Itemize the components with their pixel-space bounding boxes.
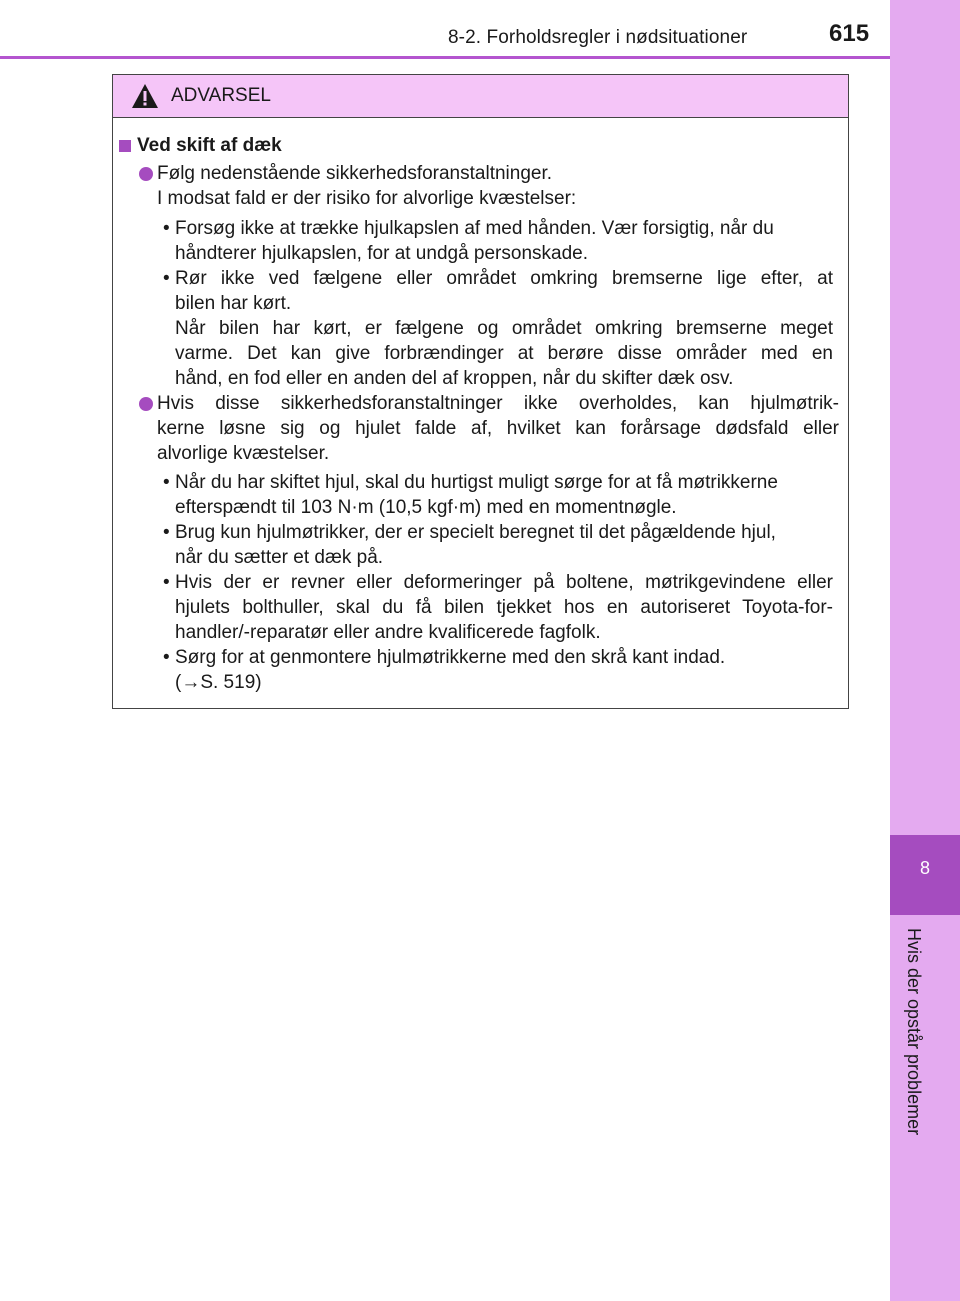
bullet-text: Hvis der er revner eller deformeringer på boltene, møtrikgevindene eller	[175, 572, 833, 593]
warning-header	[113, 75, 848, 118]
section-title: 8-2. Forholdsregler i nødsituationer	[448, 27, 748, 48]
bullet-text: Når bilen har kørt, er fælgene og området omkring bremserne meget	[175, 318, 833, 339]
bullet-text: Forsøg ikke at trække hjulkapslen af med hånden. Vær forsigtig, når du	[175, 218, 774, 239]
bullet-text: Sørg for at genmontere hjulmøtrikkerne med den skrå kant indad.	[175, 647, 726, 668]
side-chapter-number: 8	[919, 858, 930, 878]
side-chapter-label: Hvis der opstår problemer	[904, 928, 924, 1136]
warning-title: ADVARSEL	[171, 85, 271, 106]
bullet-mark: •	[163, 268, 170, 289]
bullet-text: hånd, en fod eller en anden del af kroppen, når du skifter dæk osv.	[175, 368, 734, 389]
bullet-mark: •	[163, 472, 170, 493]
bullet-mark: •	[163, 522, 170, 543]
section-heading: Ved skift af dæk	[137, 135, 282, 156]
header-rule	[0, 56, 890, 59]
point-dot-icon	[139, 397, 153, 411]
point-text: alvorlige kvæstelser.	[157, 443, 330, 464]
bullet-mark: •	[163, 572, 170, 593]
warning-triangle-icon	[131, 83, 159, 109]
point-text: kerne løsne sig og hjulet falde af, hvilket kan forårsage dødsfald eller	[157, 418, 839, 439]
bullet-mark: •	[163, 647, 170, 668]
bullet-text: håndterer hjulkapslen, for at undgå personskade.	[175, 243, 588, 264]
bullet-text: hjulets bolthuller, skal du få bilen tjekket hos en autoriseret Toyota-for-	[175, 597, 833, 618]
bullet-text: bilen har kørt.	[175, 293, 292, 314]
bullet-text: varme. Det kan give forbrændinger at berøre disse områder med en	[175, 343, 833, 364]
bullet-text: Rør ikke ved fælgene eller området omkring bremserne lige efter, at	[175, 268, 833, 289]
point-dot-icon	[139, 167, 153, 181]
point-text: I modsat fald er der risiko for alvorlige kvæstelser:	[157, 188, 577, 209]
bullet-text: Når du har skiftet hjul, skal du hurtigst muligt sørge for at få møtrikkerne	[175, 472, 778, 493]
point-text: Følg nedenstående sikkerhedsforanstaltninger.	[157, 163, 553, 184]
bullet-mark: •	[163, 218, 170, 239]
point-text: Hvis disse sikkerhedsforanstaltninger ikke overholdes, kan hjulmøtrik-	[157, 393, 839, 414]
bullet-text: når du sætter et dæk på.	[175, 547, 384, 568]
bullet-text: handler/-reparatør eller andre kvalificerede fagfolk.	[175, 622, 601, 643]
bullet-text: efterspændt til 103 N·m (10,5 kgf·m) med en momentnøgle.	[175, 497, 677, 518]
bullet-text: Brug kun hjulmøtrikker, der er specielt beregnet til det pågældende hjul,	[175, 522, 776, 543]
heading-square-icon	[119, 140, 131, 152]
warning-box	[112, 74, 849, 709]
page-reference-link[interactable]: (→S. 519)	[175, 672, 262, 693]
page-number: 615	[829, 20, 870, 47]
